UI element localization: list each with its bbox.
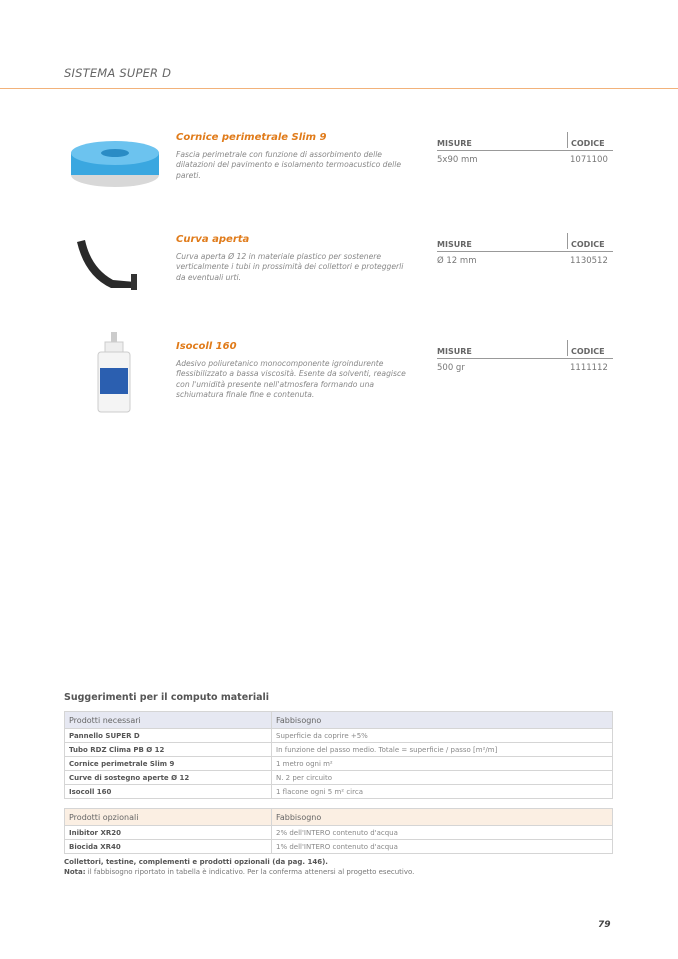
header-divider (0, 88, 678, 89)
table-row (65, 840, 613, 854)
notes (64, 857, 414, 877)
product-cell: Tubo RDZ Clima PB Ø 12 (65, 743, 272, 757)
required-products-table (64, 711, 613, 799)
requirement-cell: 1 metro ogni m² (272, 757, 613, 771)
product-cell: Cornice perimetrale Slim 9 (65, 757, 272, 771)
codice-value: 1130512 (570, 256, 608, 266)
codice-header: CODICE (567, 132, 605, 148)
misure-value: 5x90 mm (437, 155, 478, 165)
adhesive-bottle-image (65, 330, 165, 415)
perimeter-strip-image (65, 125, 165, 195)
col-header: Fabbisogno (272, 712, 613, 729)
product-description: Curva aperta Ø 12 in materiale plastico per sostenere verticalmente i tubi in prossimità dei collettori e proteggerli da eventuali urti. (176, 252, 404, 282)
table-row (65, 785, 613, 799)
section-title: SISTEMA SUPER D (64, 66, 172, 80)
codice-value: 1071100 (570, 155, 608, 165)
note-text: il fabbisogno riportato in tabella è indicativo. Per la conferma attenersi al progetto esecutivo. (85, 868, 415, 876)
misure-value: Ø 12 mm (437, 256, 477, 266)
codice-value: 1111112 (570, 363, 608, 373)
product-cell: Pannello SUPER D (65, 729, 272, 743)
requirement-cell: Superficie da coprire +5% (272, 729, 613, 743)
product-title: Cornice perimetrale Slim 9 (176, 132, 327, 143)
product-description: Adesivo poliuretanico monocomponente igroindurente flessibilizzato a bassa viscosità. Esente da solventi, reagisce con l'umidità presente nell'atmosfera formando una schiumatura finale fine e contenuta. (176, 359, 406, 400)
open-bend-image (65, 228, 165, 298)
page-number: 79 (598, 920, 611, 930)
requirement-cell: N. 2 per circuito (272, 771, 613, 785)
product-cell: Biocida XR40 (65, 840, 272, 854)
product-title: Curva aperta (176, 234, 250, 245)
product-specs (437, 342, 613, 373)
misure-header: MISURE (437, 240, 472, 249)
product-specs (437, 134, 613, 165)
product-cell: Isocoll 160 (65, 785, 272, 799)
accessories-note: Collettori, testine, complementi e prodotti opzionali (da pag. 146). (64, 858, 328, 866)
table-row (65, 743, 613, 757)
col-header: Fabbisogno (272, 809, 613, 826)
misure-value: 500 gr (437, 363, 465, 373)
product-specs (437, 235, 613, 266)
requirement-cell: 2% dell'INTERO contenuto d'acqua (272, 826, 613, 840)
col-header: Prodotti necessari (65, 712, 272, 729)
product-cell: Inibitor XR20 (65, 826, 272, 840)
requirement-cell: 1 flacone ogni 5 m² circa (272, 785, 613, 799)
col-header: Prodotti opzionali (65, 809, 272, 826)
product-description: Fascia perimetrale con funzione di assorbimento delle dilatazioni del pavimento e isolamento termoacustico delle pareti. (176, 150, 402, 180)
table-row (65, 757, 613, 771)
misure-header: MISURE (437, 347, 472, 356)
requirement-cell: 1% dell'INTERO contenuto d'acqua (272, 840, 613, 854)
requirement-cell: In funzione del passo medio. Totale = superficie / passo [m²/m] (272, 743, 613, 757)
product-title: Isocoll 160 (176, 341, 237, 352)
misure-header: MISURE (437, 139, 472, 148)
codice-header: CODICE (567, 233, 605, 249)
product-cell: Curve di sostegno aperte Ø 12 (65, 771, 272, 785)
suggestions-title: Suggerimenti per il computo materiali (64, 692, 270, 703)
codice-header: CODICE (567, 340, 605, 356)
table-row (65, 729, 613, 743)
table-row (65, 826, 613, 840)
note-label: Nota: (64, 868, 86, 876)
table-row (65, 771, 613, 785)
optional-products-table (64, 808, 613, 854)
